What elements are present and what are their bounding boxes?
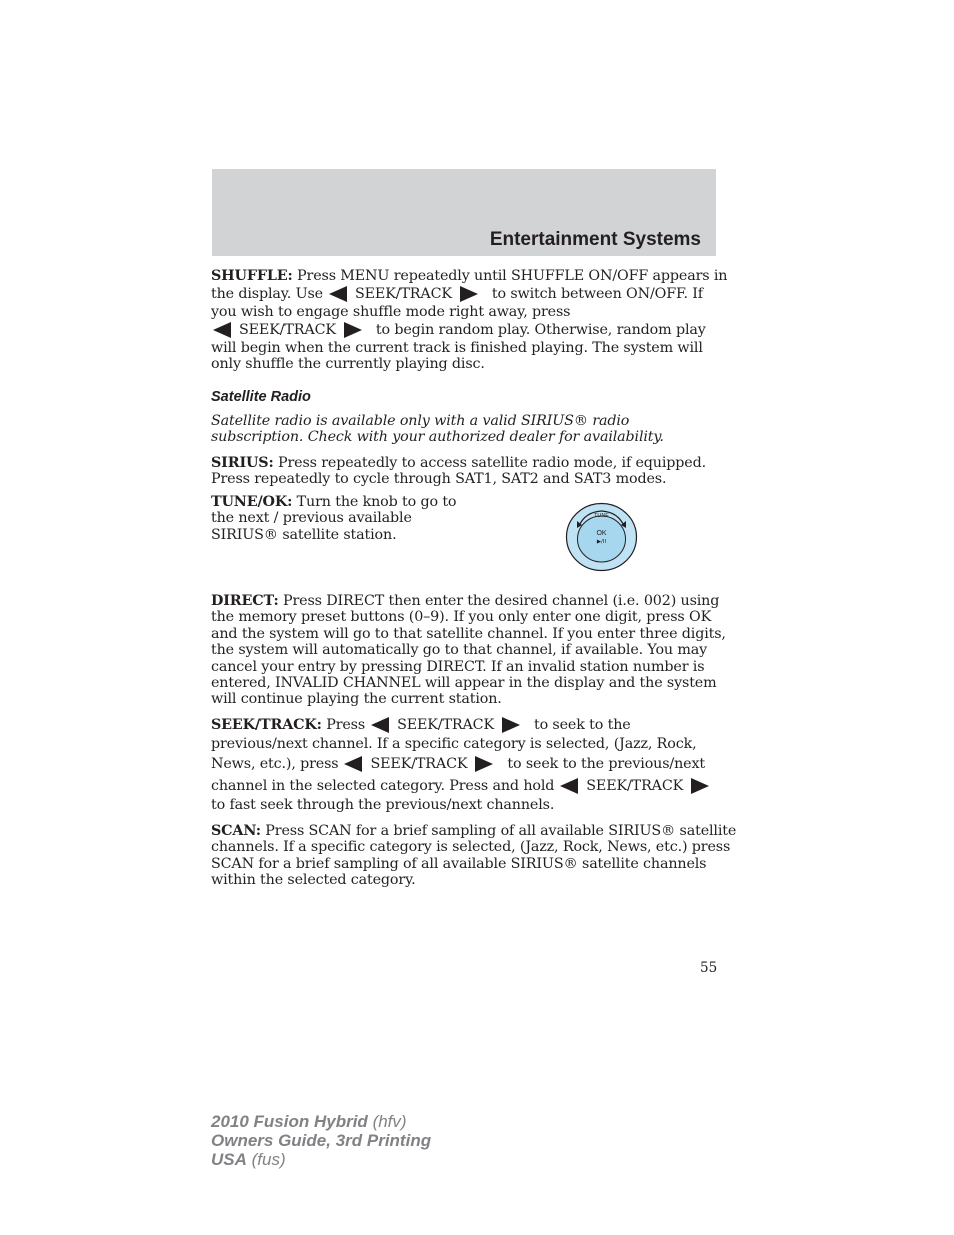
tune-ok-knob-icon (565, 502, 638, 572)
tune-label: TUNE/OK: (211, 494, 293, 510)
shuffle-line-6: only shuffle the currently playing disc. (211, 356, 485, 373)
shuffle-line-4: SEEK/TRACK to begin random play. Otherwise, random play (211, 320, 716, 340)
page-number: 55 (700, 960, 718, 976)
sirius-label: SIRIUS: (211, 455, 274, 471)
section-title: Entertainment Systems (489, 229, 701, 250)
satellite-radio-heading: Satellite Radio (211, 389, 311, 405)
seek-left-arrow-icon (329, 286, 347, 302)
tune-paragraph: TUNE/OK: Turn the knob to go to the next / previous available SIRIUS® satellite station. (211, 494, 457, 543)
shuffle-label: SHUFFLE: (211, 268, 293, 284)
shuffle-line-2: the display. Use SEEK/TRACK to switch between ON/OFF. If (211, 285, 703, 302)
seek-right-arrow-icon (502, 717, 520, 733)
scan-label: SCAN: (211, 823, 261, 839)
knob-play-pause-label: ▶/II (596, 539, 607, 545)
seek-left-arrow-icon (344, 756, 362, 772)
seek-left-arrow-icon (213, 322, 231, 338)
satellite-note: Satellite radio is available only with a valid SIRIUS® radio subscription. Check with your authorized dealer for availability. (211, 413, 664, 446)
seek-left-arrow-icon (560, 778, 578, 794)
seektrack-label: SEEK/TRACK: (211, 716, 322, 733)
footer-imprint: 2010 Fusion Hybrid (hfv) Owners Guide, 3rd Printing USA (fus) (211, 1112, 432, 1169)
seektrack-paragraph: SEEK/TRACK: Press SEEK/TRACK to seek to the previous/next channel. If a specific category is selected, (Jazz, Rock, News, etc.), press SEEK/TRACK to seek to the previous/next channel in the selected category. Press and hold SEEK/TRACK to fast seek through the previous/next channels. (211, 715, 716, 816)
shuffle-line-5: will begin when the current track is finished playing. The system will (211, 339, 703, 356)
seek-right-arrow-icon (460, 286, 478, 302)
shuffle-line-3: you wish to engage shuffle mode right away, press (211, 303, 571, 320)
shuffle-line-1: SHUFFLE: Press MENU repeatedly until SHUFFLE ON/OFF appears in (211, 268, 728, 284)
seek-right-arrow-icon (344, 322, 362, 338)
seektrack-line-1: SEEK/TRACK: Press SEEK/TRACK to seek to the (211, 716, 631, 733)
knob-tune-label: TUNE (594, 513, 609, 519)
seektrack-line-4: channel in the selected category. Press and hold SEEK/TRACK (211, 777, 716, 797)
seektrack-line-3: News, etc.), press SEEK/TRACK to seek to the previous/next (211, 755, 705, 772)
section-header-band (212, 169, 716, 256)
seek-right-arrow-icon (691, 778, 709, 794)
direct-paragraph: DIRECT: Press DIRECT then enter the desired channel (i.e. 002) using the memory preset buttons (0–9). If you only enter one digit, press OK and the system will go to that satellite channel. If you enter three digits, the system will automatically go to that channel, if available. You may cancel your entry by pressing DIRECT. If an invalid station number is entered, INVALID CHANNEL will appear in the display and the system will continue playing the current station. (211, 593, 726, 708)
knob-ok-label: OK (596, 530, 607, 537)
shuffle-paragraph (211, 268, 728, 373)
sirius-paragraph: SIRIUS: Press repeatedly to access satellite radio mode, if equipped. Press repeatedly to cycle through SAT1, SAT2 and SAT3 modes. (211, 455, 706, 488)
scan-paragraph: SCAN: Press SCAN for a brief sampling of all available SIRIUS® satellite channels. If a specific category is selected, (Jazz, Rock, News, etc.) press SCAN for a brief sampling of all available SIRIUS® satellite channels within the selected category. (211, 823, 737, 889)
seek-right-arrow-icon (475, 756, 493, 772)
direct-label: DIRECT: (211, 593, 279, 609)
seek-left-arrow-icon (371, 717, 389, 733)
